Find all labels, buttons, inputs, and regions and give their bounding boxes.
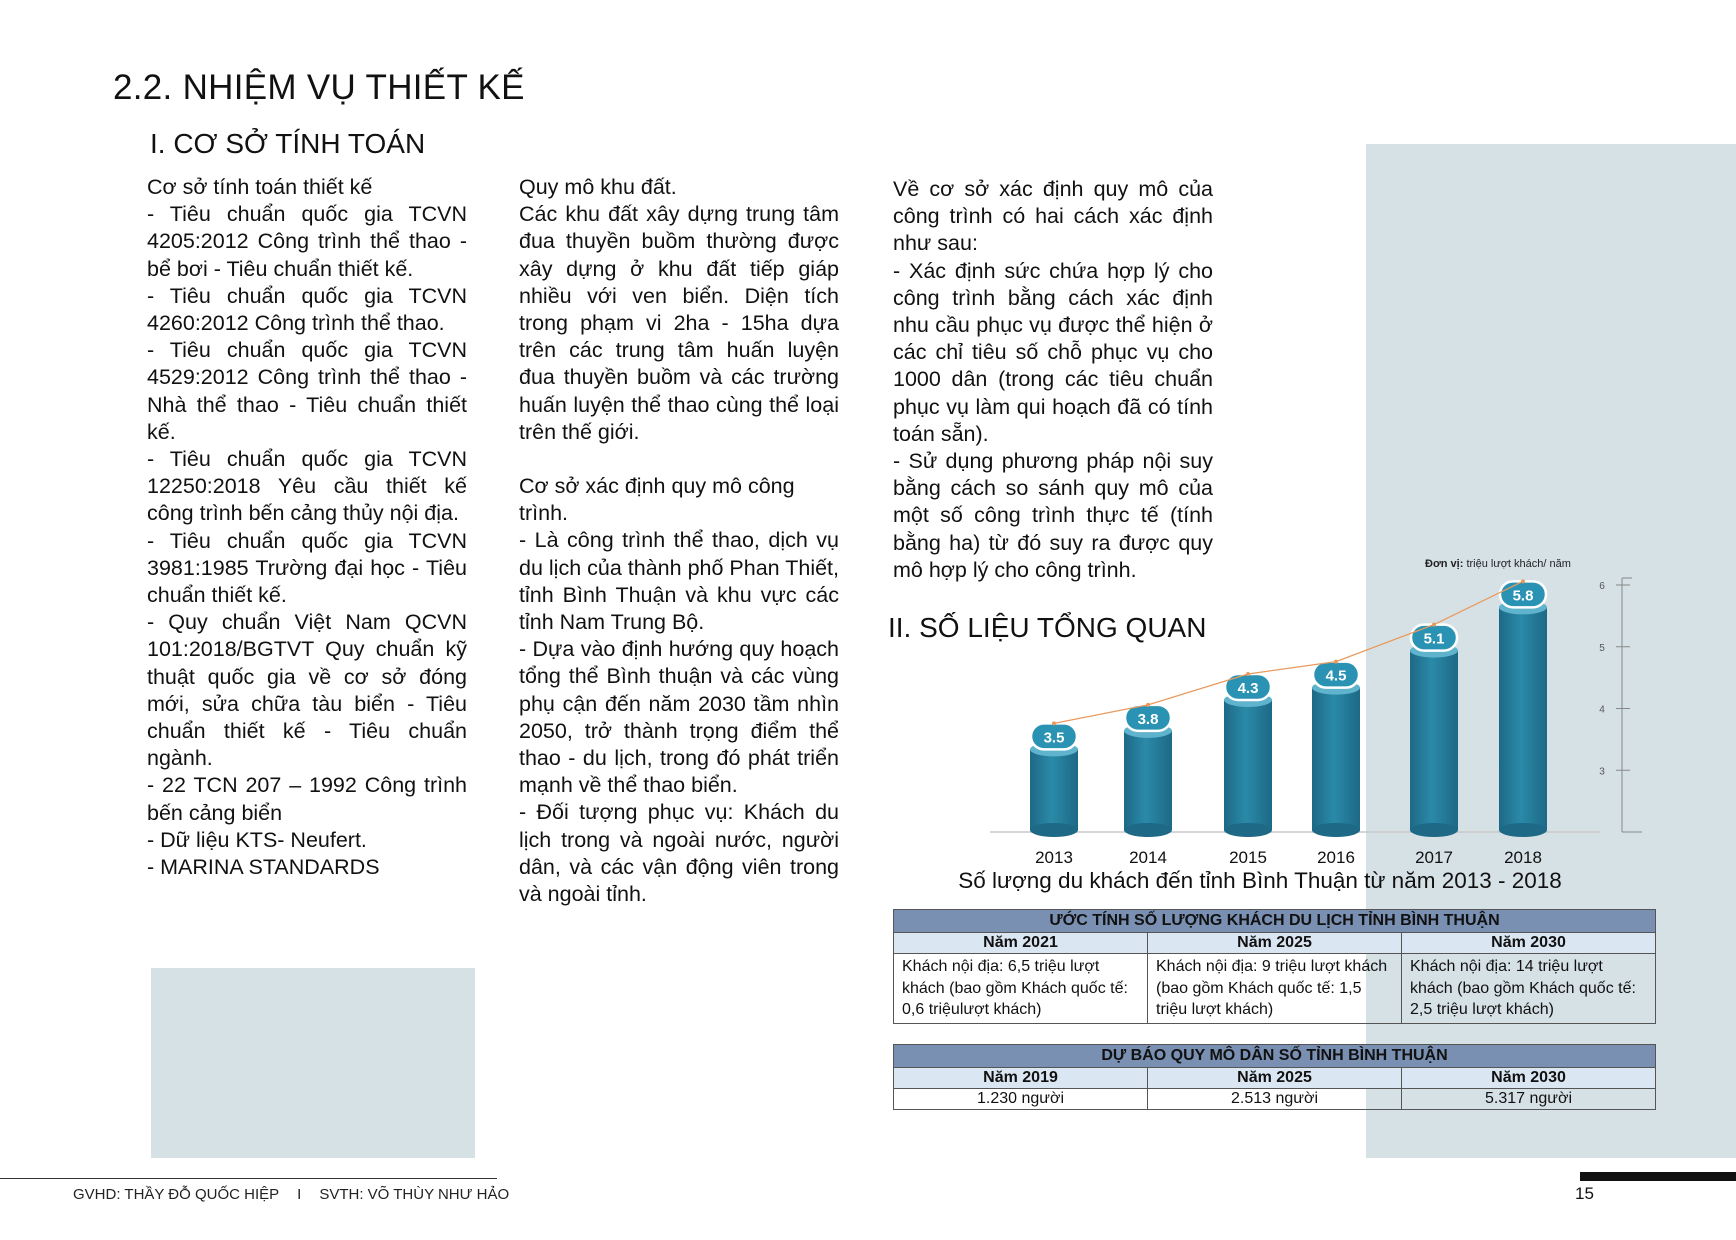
chart-x-tick-label: 2014 bbox=[1129, 848, 1167, 865]
visitor-bar-chart bbox=[980, 555, 1660, 865]
table1-cell: Khách nội địa: 6,5 triệu lượt khách (bao gồm Khách quốc tế: 0,6 triệulượt khách) bbox=[894, 954, 1148, 1024]
chart-y-tick-label: 6 bbox=[1599, 581, 1605, 592]
table2-title: DỰ BÁO QUY MÔ DÂN SỐ TỈNH BÌNH THUẬN bbox=[894, 1045, 1656, 1068]
col3-heading: Về cơ sở xác định quy mô của công trình có hai cách xác định như sau: bbox=[893, 177, 1213, 256]
col2-paragraph: Các khu đất xây dựng trung tâm đua thuyền buồm thường được xây dựng ở khu đất tiếp giáp nhiều với ven biển. Diện tích trong phạm vi 2ha - 15ha dựa trên các trung tâm huấn luyện đua thuyền buồm và các trường huấn luyện thể thao cùng thể loại trên thế giới. bbox=[519, 202, 839, 444]
table2-header: Năm 2030 bbox=[1402, 1068, 1656, 1089]
page-number: 15 bbox=[1575, 1184, 1594, 1203]
col3-item: - Sử dụng phương pháp nội suy bằng cách so sánh quy mô của một số công trình thực tế (tính bằng ha) từ đó suy ra được quy mô hợp lý cho công trình. bbox=[893, 449, 1213, 582]
table1-header: Năm 2030 bbox=[1402, 933, 1656, 954]
table1-header: Năm 2021 bbox=[894, 933, 1148, 954]
col1-item: - Tiêu chuẩn quốc gia TCVN 4260:2012 Công trình thể thao. bbox=[147, 283, 467, 336]
col1-item: - Tiêu chuẩn quốc gia TCVN 4529:2012 Công trình thể thao - Nhà thể thao - Tiêu chuẩn thiết kế. bbox=[147, 338, 467, 444]
chart-bar bbox=[1224, 700, 1272, 830]
footer-student: SVTH: VÕ THÙY NHƯ HẢO bbox=[319, 1186, 510, 1203]
col2-item: - Là công trình thể thao, dịch vụ du lịch của thành phố Phan Thiết, tỉnh Bình Thuận và khu vực các tỉnh Nam Trung Bộ. bbox=[519, 528, 839, 635]
chart-y-tick-label: 5 bbox=[1599, 642, 1605, 654]
chart-bar bbox=[1124, 731, 1172, 830]
chart-x-tick-label: 2016 bbox=[1317, 848, 1355, 865]
tourist-estimate-table bbox=[893, 909, 1656, 1024]
chart-caption: Số lượng du khách đến tỉnh Bình Thuận từ năm 2013 - 2018 bbox=[958, 868, 1562, 893]
chart-y-tick-label: 4 bbox=[1599, 704, 1605, 716]
chart-x-tick-label: 2018 bbox=[1504, 848, 1542, 865]
col2-item: - Dựa vào định hướng quy hoạch tổng thể Bình thuận và các vùng phụ cận đến năm 2030 tầm nhìn 2050, trở thành trọng điểm thể thao - du lịch, trong đó phát triển mạnh về thể thao biển. bbox=[519, 637, 839, 798]
chart-data-label: 4.5 bbox=[1325, 667, 1347, 685]
table1-cell: Khách nội địa: 14 triệu lượt khách (bao gồm Khách quốc tế: 2,5 triệu lượt khách) bbox=[1402, 954, 1656, 1024]
col1-item: - MARINA STANDARDS bbox=[147, 855, 380, 880]
col1-heading: Cơ sở tính toán thiết kế bbox=[147, 175, 373, 199]
table2-header: Năm 2025 bbox=[1148, 1068, 1402, 1089]
chart-trend-point bbox=[1052, 721, 1056, 725]
table2-cell: 1.230 người bbox=[894, 1089, 1148, 1110]
column-2 bbox=[519, 174, 839, 908]
table1-title: ƯỚC TÍNH SỐ LƯỢNG KHÁCH DU LỊCH TỈNH BÌNH THUẬN bbox=[894, 910, 1656, 933]
chart-x-tick-label: 2013 bbox=[1035, 848, 1073, 865]
chart-y-tick-label: 3 bbox=[1599, 766, 1605, 778]
chart-bar-base bbox=[1030, 823, 1078, 837]
chart-data-label: 5.1 bbox=[1423, 630, 1445, 648]
chart-data-label: 3.8 bbox=[1137, 710, 1159, 728]
population-forecast-table bbox=[893, 1044, 1656, 1110]
chart-data-label: 4.3 bbox=[1237, 679, 1259, 697]
chart-trend-point bbox=[1334, 660, 1338, 664]
footer-separator: I bbox=[297, 1186, 302, 1203]
chart-x-tick-label: 2017 bbox=[1415, 848, 1453, 865]
chart-bar-base bbox=[1499, 823, 1547, 837]
table1-cell: Khách nội địa: 9 triệu lượt khách (bao gồm Khách quốc tế: 1,5 triệu lượt khách) bbox=[1148, 954, 1402, 1024]
col2-heading-2: Cơ sở xác định quy mô công trình. bbox=[519, 474, 795, 526]
col1-item: - Quy chuẩn Việt Nam QCVN 101:2018/BGTVT Quy chuẩn kỹ thuật quốc gia về cơ sở đóng mới, sửa chữa tàu biển - Tiêu chuẩn thiết kế - Tiêu chuẩn ngành. bbox=[147, 610, 467, 771]
col1-item: - Tiêu chuẩn quốc gia TCVN 4205:2012 Công trình thể thao - bể bơi - Tiêu chuẩn thiết kế. bbox=[147, 202, 467, 281]
chart-unit-label: Đơn vị: triệu lượt khách/ năm bbox=[1425, 558, 1571, 570]
col1-item: - Dữ liệu KTS- Neufert. bbox=[147, 827, 367, 852]
footer-divider bbox=[0, 1178, 497, 1179]
chart-trend-point bbox=[1146, 703, 1150, 707]
chart-trend-point bbox=[1246, 672, 1250, 676]
chart-bar bbox=[1030, 749, 1078, 830]
col2-item: - Đối tượng phục vụ: Khách du lịch trong và ngoài nước, người dân, và các vận động viên trong và ngoài tỉnh. bbox=[519, 800, 839, 907]
chart-bar bbox=[1312, 688, 1360, 830]
table1-header: Năm 2025 bbox=[1148, 933, 1402, 954]
chart-data-label: 3.5 bbox=[1043, 729, 1065, 747]
section-2-title: II. SỐ LIỆU TỔNG QUAN bbox=[888, 612, 1207, 643]
column-3 bbox=[893, 176, 1213, 584]
section-1-title: I. CƠ SỞ TÍNH TOÁN bbox=[150, 128, 426, 159]
left-image-placeholder bbox=[151, 968, 475, 1158]
table2-header: Năm 2019 bbox=[894, 1068, 1148, 1089]
chart-bar-base bbox=[1312, 823, 1360, 837]
chart-trend-point bbox=[1432, 623, 1436, 627]
col1-item: - Tiêu chuẩn quốc gia TCVN 12250:2018 Yêu cầu thiết kế công trình bến cảng thủy nội địa. bbox=[147, 447, 467, 526]
table2-cell: 2.513 người bbox=[1148, 1089, 1402, 1110]
footer-instructor: GVHD: THẦY ĐỖ QUỐC HIỆP bbox=[73, 1186, 280, 1203]
chart-data-label: 5.8 bbox=[1512, 587, 1534, 605]
col1-item: - 22 TCN 207 – 1992 Công trình bến cảng biển bbox=[147, 773, 467, 825]
chart-bar bbox=[1410, 651, 1458, 830]
page-title: 2.2. NHIỆM VỤ THIẾT KẾ bbox=[113, 68, 525, 107]
col2-heading-1: Quy mô khu đất. bbox=[519, 175, 677, 199]
col1-item: - Tiêu chuẩn quốc gia TCVN 3981:1985 Trường đại học - Tiêu chuẩn thiết kế. bbox=[147, 528, 467, 608]
column-1 bbox=[147, 174, 467, 881]
chart-bar-base bbox=[1124, 823, 1172, 837]
col3-item: - Xác định sức chứa hợp lý cho công trình bằng cách xác định nhu cầu phục vụ được thể hiện ở các chỉ tiêu số chỗ phục vụ cho 1000 dân (trong các tiêu chuẩn phục vụ làm qui hoạch đã có tính toán sẵn). bbox=[893, 258, 1213, 446]
chart-bar-base bbox=[1410, 823, 1458, 837]
footer-credits bbox=[73, 1186, 509, 1203]
chart-x-tick-label: 2015 bbox=[1229, 848, 1267, 865]
chart-trend-point bbox=[1521, 579, 1525, 583]
page-number-bar bbox=[1580, 1172, 1736, 1181]
table2-cell: 5.317 người bbox=[1402, 1089, 1656, 1110]
chart-bar bbox=[1499, 607, 1547, 830]
chart-bar-base bbox=[1224, 823, 1272, 837]
